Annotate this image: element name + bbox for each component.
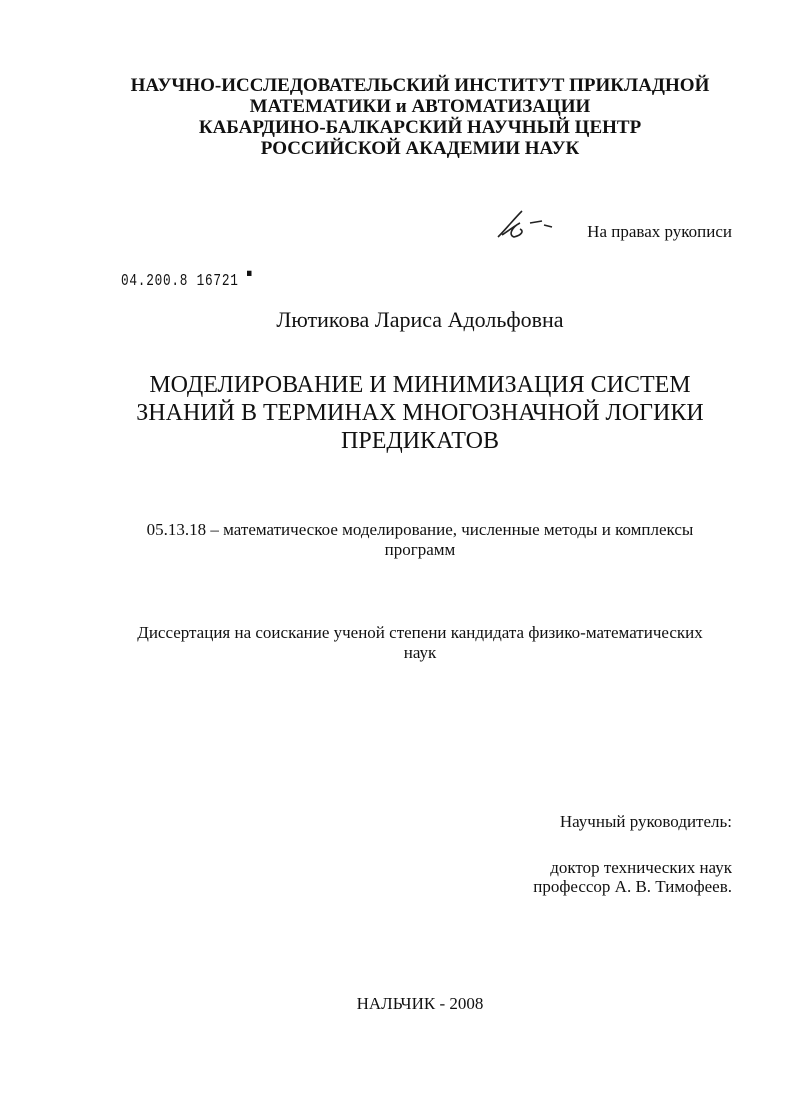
signature-icon [494,205,556,241]
header-line: МАТЕМАТИКИ и АВТОМАТИЗАЦИИ [249,96,591,117]
dissertation-title [100,371,740,455]
header-line: КАБАРДИНО-БАЛКАРСКИЙ НАУЧНЫЙ ЦЕНТР [198,117,642,138]
title-line: ЗНАНИЙ В ТЕРМИНАХ МНОГОЗНАЧНОЙ ЛОГИКИ [136,400,704,426]
manuscript-note: На правах рукописи [587,222,732,241]
stamp-number: 04.200.8 16721 ▀ [121,272,253,291]
title-line: МОДЕЛИРОВАНИЕ И МИНИМИЗАЦИЯ СИСТЕМ [149,372,691,398]
header-line: НАУЧНО-ИССЛЕДОВАТЕЛЬСКИЙ ИНСТИТУТ ПРИКЛАДНОЙ [130,75,710,96]
title-line: ПРЕДИКАТОВ [341,428,499,454]
degree-line: наук [403,643,437,662]
specialty-line: программ [384,540,456,559]
institute-header [100,75,740,159]
city-year: НАЛЬЧИК - 2008 [356,994,484,1013]
supervisor-label: Научный руководитель: [559,812,732,831]
author-name: Лютикова Лариса Адольфовна [276,307,564,332]
degree-line: Диссертация на соискание ученой степени кандидата физико-математических [137,623,703,642]
specialty-line: 05.13.18 – математическое моделирование, численные методы и комплексы [146,520,694,539]
header-line: РОССИЙСКОЙ АКАДЕМИИ НАУК [260,138,580,159]
supervisor-name: профессор А. В. Тимофеев. [533,877,732,896]
supervisor-degree: доктор технических наук [550,858,732,877]
degree-statement [100,623,740,663]
specialty [100,520,740,560]
